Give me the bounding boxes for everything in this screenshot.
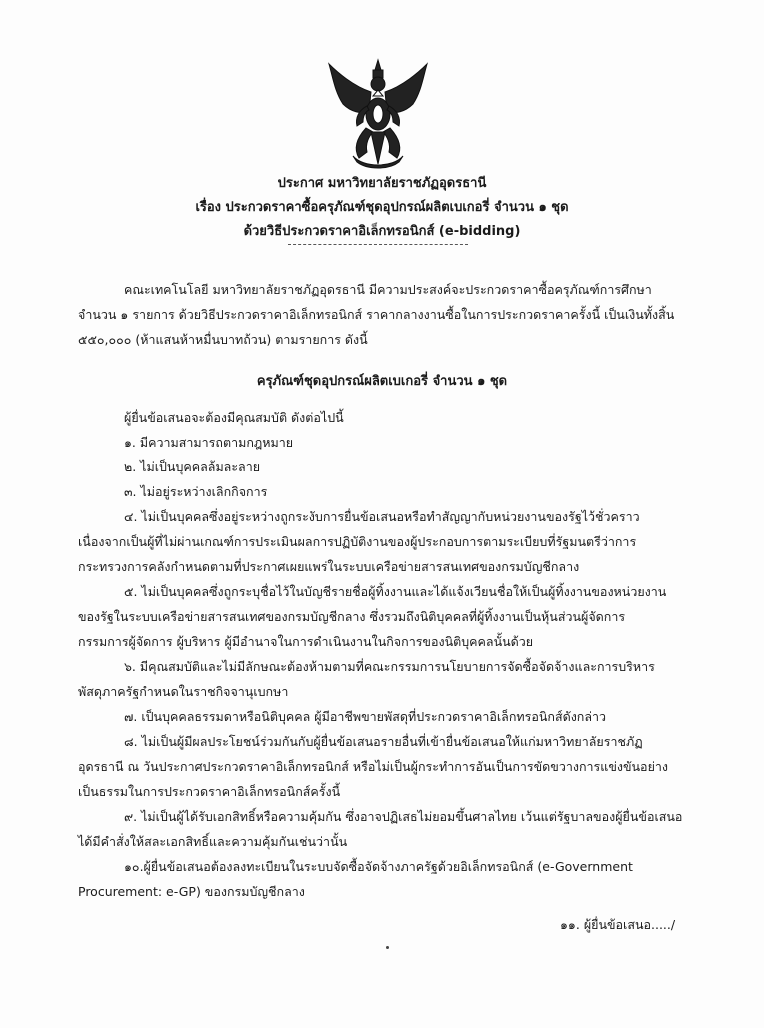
qualification-item-cont: กระทรวงการคลังกำหนดตามที่ประกาศเผยแพร่ในระบบเครือข่ายสารสนเทศของกรมบัญชีกลาง — [78, 559, 580, 574]
qualification-item: ๔. ไม่เป็นบุคคลซึ่งอยู่ระหว่างถูกระงับการยื่นข้อเสนอหรือทำสัญญากับหน่วยงานของรัฐไว้ชั่วคราว — [124, 509, 640, 524]
qualification-intro: ผู้ยื่นข้อเสนอจะต้องมีคุณสมบัติ ดังต่อไปนี้ — [124, 410, 344, 425]
qualification-item: ๒. ไม่เป็นบุคคลล้มละลาย — [124, 459, 261, 474]
garuda-emblem-icon — [323, 56, 433, 170]
intro-line-1: คณะเทคโนโลยี มหาวิทยาลัยราชภัฏอุดรธานี มีความประสงค์จะประกวดราคาซื้อครุภัณฑ์การศึกษา — [124, 282, 652, 297]
qualification-item-cont: เนื่องจากเป็นผู้ที่ไม่ผ่านเกณฑ์การประเมินผลการปฏิบัติงานของผู้ประกอบการตามระเบียบที่รัฐมนตรีว่าการ — [78, 534, 637, 549]
method-line: ด้วยวิธีประกวดราคาอิเล็กทรอนิกส์ (e-bidding) — [243, 224, 521, 239]
qualification-item-cont: ของรัฐในระบบเครือข่ายสารสนเทศของกรมบัญชีกลาง ซึ่งรวมถึงนิติบุคคลที่ผู้ทิ้งงานเป็นหุ้นส่วนผู้จัดการ — [78, 609, 626, 624]
qualification-item-cont: พัสดุภาครัฐกำหนดในราชกิจจานุเบกษา — [78, 684, 289, 699]
qualification-item-cont: Procurement: e-GP) ของกรมบัญชีกลาง — [78, 884, 305, 899]
qualification-item: ๕. ไม่เป็นบุคคลซึ่งถูกระบุชื่อไว้ในบัญชีรายชื่อผู้ทิ้งงานและได้แจ้งเวียนชื่อให้เป็นผู้ทิ้งงานของหน่วยงาน — [124, 584, 667, 599]
scan-speck — [386, 946, 389, 949]
subject-line: เรื่อง ประกวดราคาซื้อครุภัณฑ์ชุดอุปกรณ์ผลิตเบเกอรี่ จำนวน ๑ ชุด — [195, 200, 569, 215]
qualification-item-cont: อุดรธานี ณ วันประกาศประกวดราคาอิเล็กทรอนิกส์ หรือไม่เป็นผู้กระทำการอันเป็นการขัดขวางการแข่งขันอย่าง — [78, 759, 669, 774]
qualification-item: ๑๐.ผู้ยื่นข้อเสนอต้องลงทะเบียนในระบบจัดซื้อจัดจ้างภาครัฐด้วยอิเล็กทรอนิกส์ (e-Government — [124, 859, 633, 874]
qualification-item: ๗. เป็นบุคคลธรรมดาหรือนิติบุคคล ผู้มีอาชีพขายพัสดุที่ประกวดราคาอิเล็กทรอนิกส์ดังกล่าว — [124, 709, 607, 724]
continuation-marker: ๑๑. ผู้ยื่นข้อเสนอ...../ — [560, 917, 676, 932]
qualification-item: ๙. ไม่เป็นผู้ได้รับเอกสิทธิ์หรือความคุ้มกัน ซึ่งอาจปฏิเสธไม่ยอมขึ้นศาลไทย เว้นแต่รัฐบาลของผู้ยื่นข้อเสนอ — [124, 809, 683, 824]
qualification-item-cont: กรรมการผู้จัดการ ผู้บริหาร ผู้มีอำนาจในการดำเนินงานในกิจการของนิติบุคคลนั้นด้วย — [78, 634, 534, 649]
divider — [288, 244, 468, 245]
announcement-title: ประกาศ มหาวิทยาลัยราชภัฏอุดรธานี — [277, 176, 487, 191]
intro-line-2: จำนวน ๑ รายการ ด้วยวิธีประกวดราคาอิเล็กทรอนิกส์ ราคากลางงานซื้อในการประกวดราคาครั้งนี้ เป็นเงินทั้งสิ้น — [78, 307, 675, 322]
qualification-item-cont: ได้มีคำสั่งให้สละเอกสิทธิ์และความคุ้มกันเช่นว่านั้น — [78, 834, 348, 849]
item-heading: ครุภัณฑ์ชุดอุปกรณ์ผลิตเบเกอรี่ จำนวน ๑ ชุด — [256, 374, 508, 389]
qualification-item: ๑. มีความสามารถตามกฎหมาย — [124, 435, 294, 450]
qualification-item: ๖. มีคุณสมบัติและไม่มีลักษณะต้องห้ามตามที่คณะกรรมการนโยบายการจัดซื้อจัดจ้างและการบริหาร — [124, 659, 655, 674]
qualification-item: ๘. ไม่เป็นผู้มีผลประโยชน์ร่วมกันกับผู้ยื่นข้อเสนอรายอื่นที่เข้ายื่นข้อเสนอให้แก่มหาวิทยาลัยราชภัฏ — [124, 734, 643, 749]
qualification-item: ๓. ไม่อยู่ระหว่างเลิกกิจการ — [124, 484, 268, 499]
intro-line-3: ๕๕๐,๐๐๐ (ห้าแสนห้าหมื่นบาทถ้วน) ตามรายการ ดังนี้ — [78, 332, 368, 347]
qualification-item-cont: เป็นธรรมในการประกวดราคาอิเล็กทรอนิกส์ครั้งนี้ — [78, 784, 341, 799]
